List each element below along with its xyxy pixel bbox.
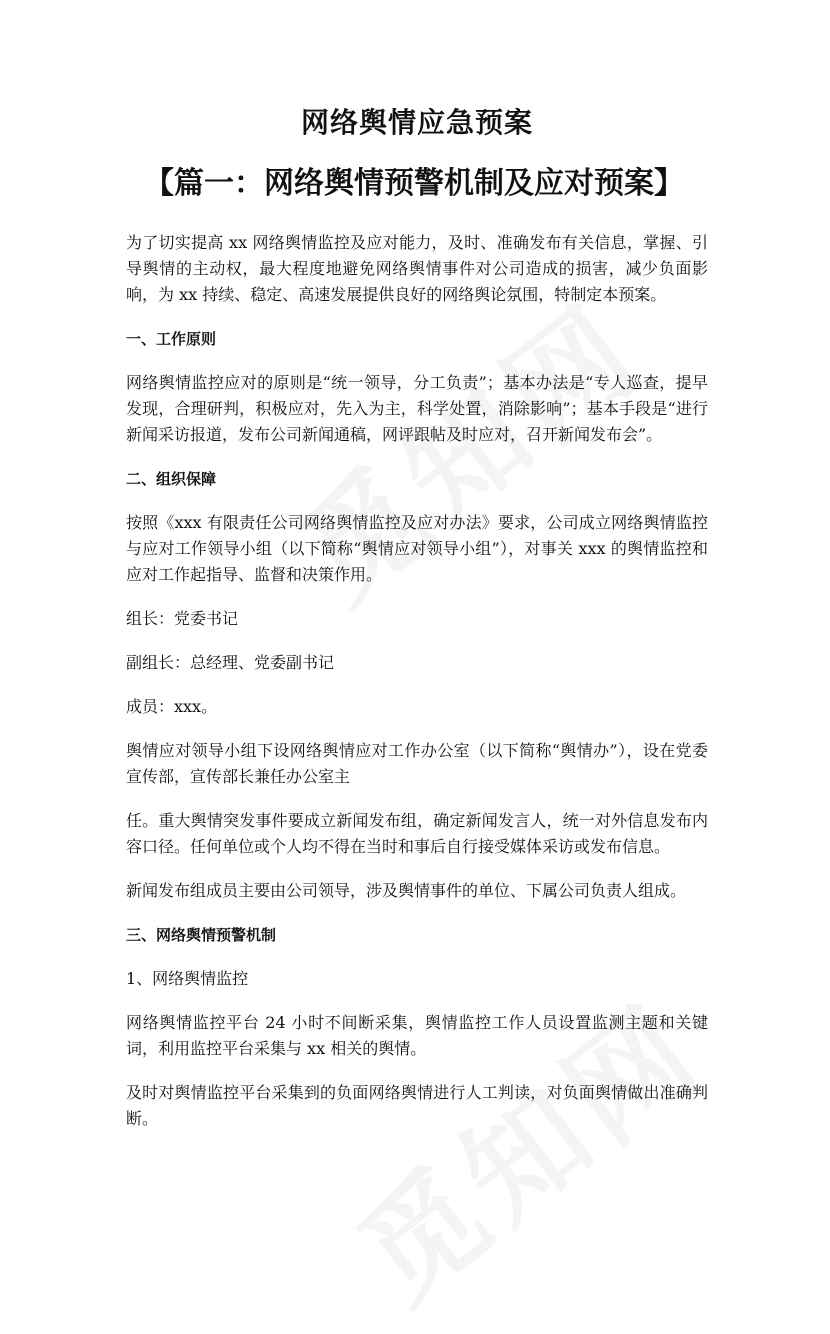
office-paragraph: 舆情应对领导小组下设网络舆情应对工作办公室（以下简称“舆情办”），设在党委宣传部，宣传部长兼任办公室主	[126, 741, 708, 786]
deputy-leader: 副组长：总经理、党委副书记	[126, 653, 335, 672]
document-title: 网络舆情应急预案	[300, 106, 533, 139]
section-heading-warning: 三、网络舆情预警机制	[126, 926, 277, 944]
section-heading-principles: 一、工作原则	[126, 330, 217, 348]
office-continued-paragraph: 任。重大舆情突发事件要成立新闻发布组，确定新闻发言人，统一对外信息发布内容口径。任何单位或个人均不得在当时和事后自行接受媒体采访或发布信息。	[126, 811, 708, 856]
subsection-heading-monitoring: 1、网络舆情监控	[126, 969, 249, 988]
document-subtitle: 【篇一：网络舆情预警机制及应对预案】	[144, 166, 684, 201]
principles-paragraph: 网络舆情监控应对的原则是“统一领导，分工负责”；基本办法是“专人巡查，提早发现，合理研判，积极应对，先入为主，科学处置，消除影响”；基本手段是“进行新闻采访报道，发布公司新闻通稿，网评跟帖及时应对，召开新闻发布会”。	[126, 373, 708, 444]
document-body	[126, 100, 708, 1132]
section-heading-organization: 二、组织保障	[126, 470, 217, 488]
organization-paragraph: 按照《xxx 有限责任公司网络舆情监控及应对办法》要求，公司成立网络舆情监控与应对工作领导小组（以下简称“舆情应对领导小组”），对事关 xxx 的舆情监控和应对工作起指导、监督和决策作用。	[126, 513, 708, 584]
group-leader: 组长：党委书记	[126, 609, 239, 628]
intro-paragraph: 为了切实提高 xx 网络舆情监控及应对能力，及时、准确发布有关信息，掌握、引导舆情的主动权，最大程度地避免网络舆情事件对公司造成的损害，减少负面影响，为 xx 持续、稳定、高速发展提供良好的网络舆论氛围，特制定本预案。	[126, 233, 708, 304]
monitoring-paragraph: 网络舆情监控平台 24 小时不间断采集，舆情监控工作人员设置监测主题和关键词，利用监控平台采集与 xx 相关的舆情。	[126, 1013, 708, 1058]
press-group-paragraph: 新闻发布组成员主要由公司领导，涉及舆情事件的单位、下属公司负责人组成。	[126, 881, 687, 900]
judgement-paragraph: 及时对舆情监控平台采集到的负面网络舆情进行人工判读，对负面舆情做出准确判断。	[126, 1083, 708, 1128]
members: 成员：xxx。	[126, 697, 218, 716]
